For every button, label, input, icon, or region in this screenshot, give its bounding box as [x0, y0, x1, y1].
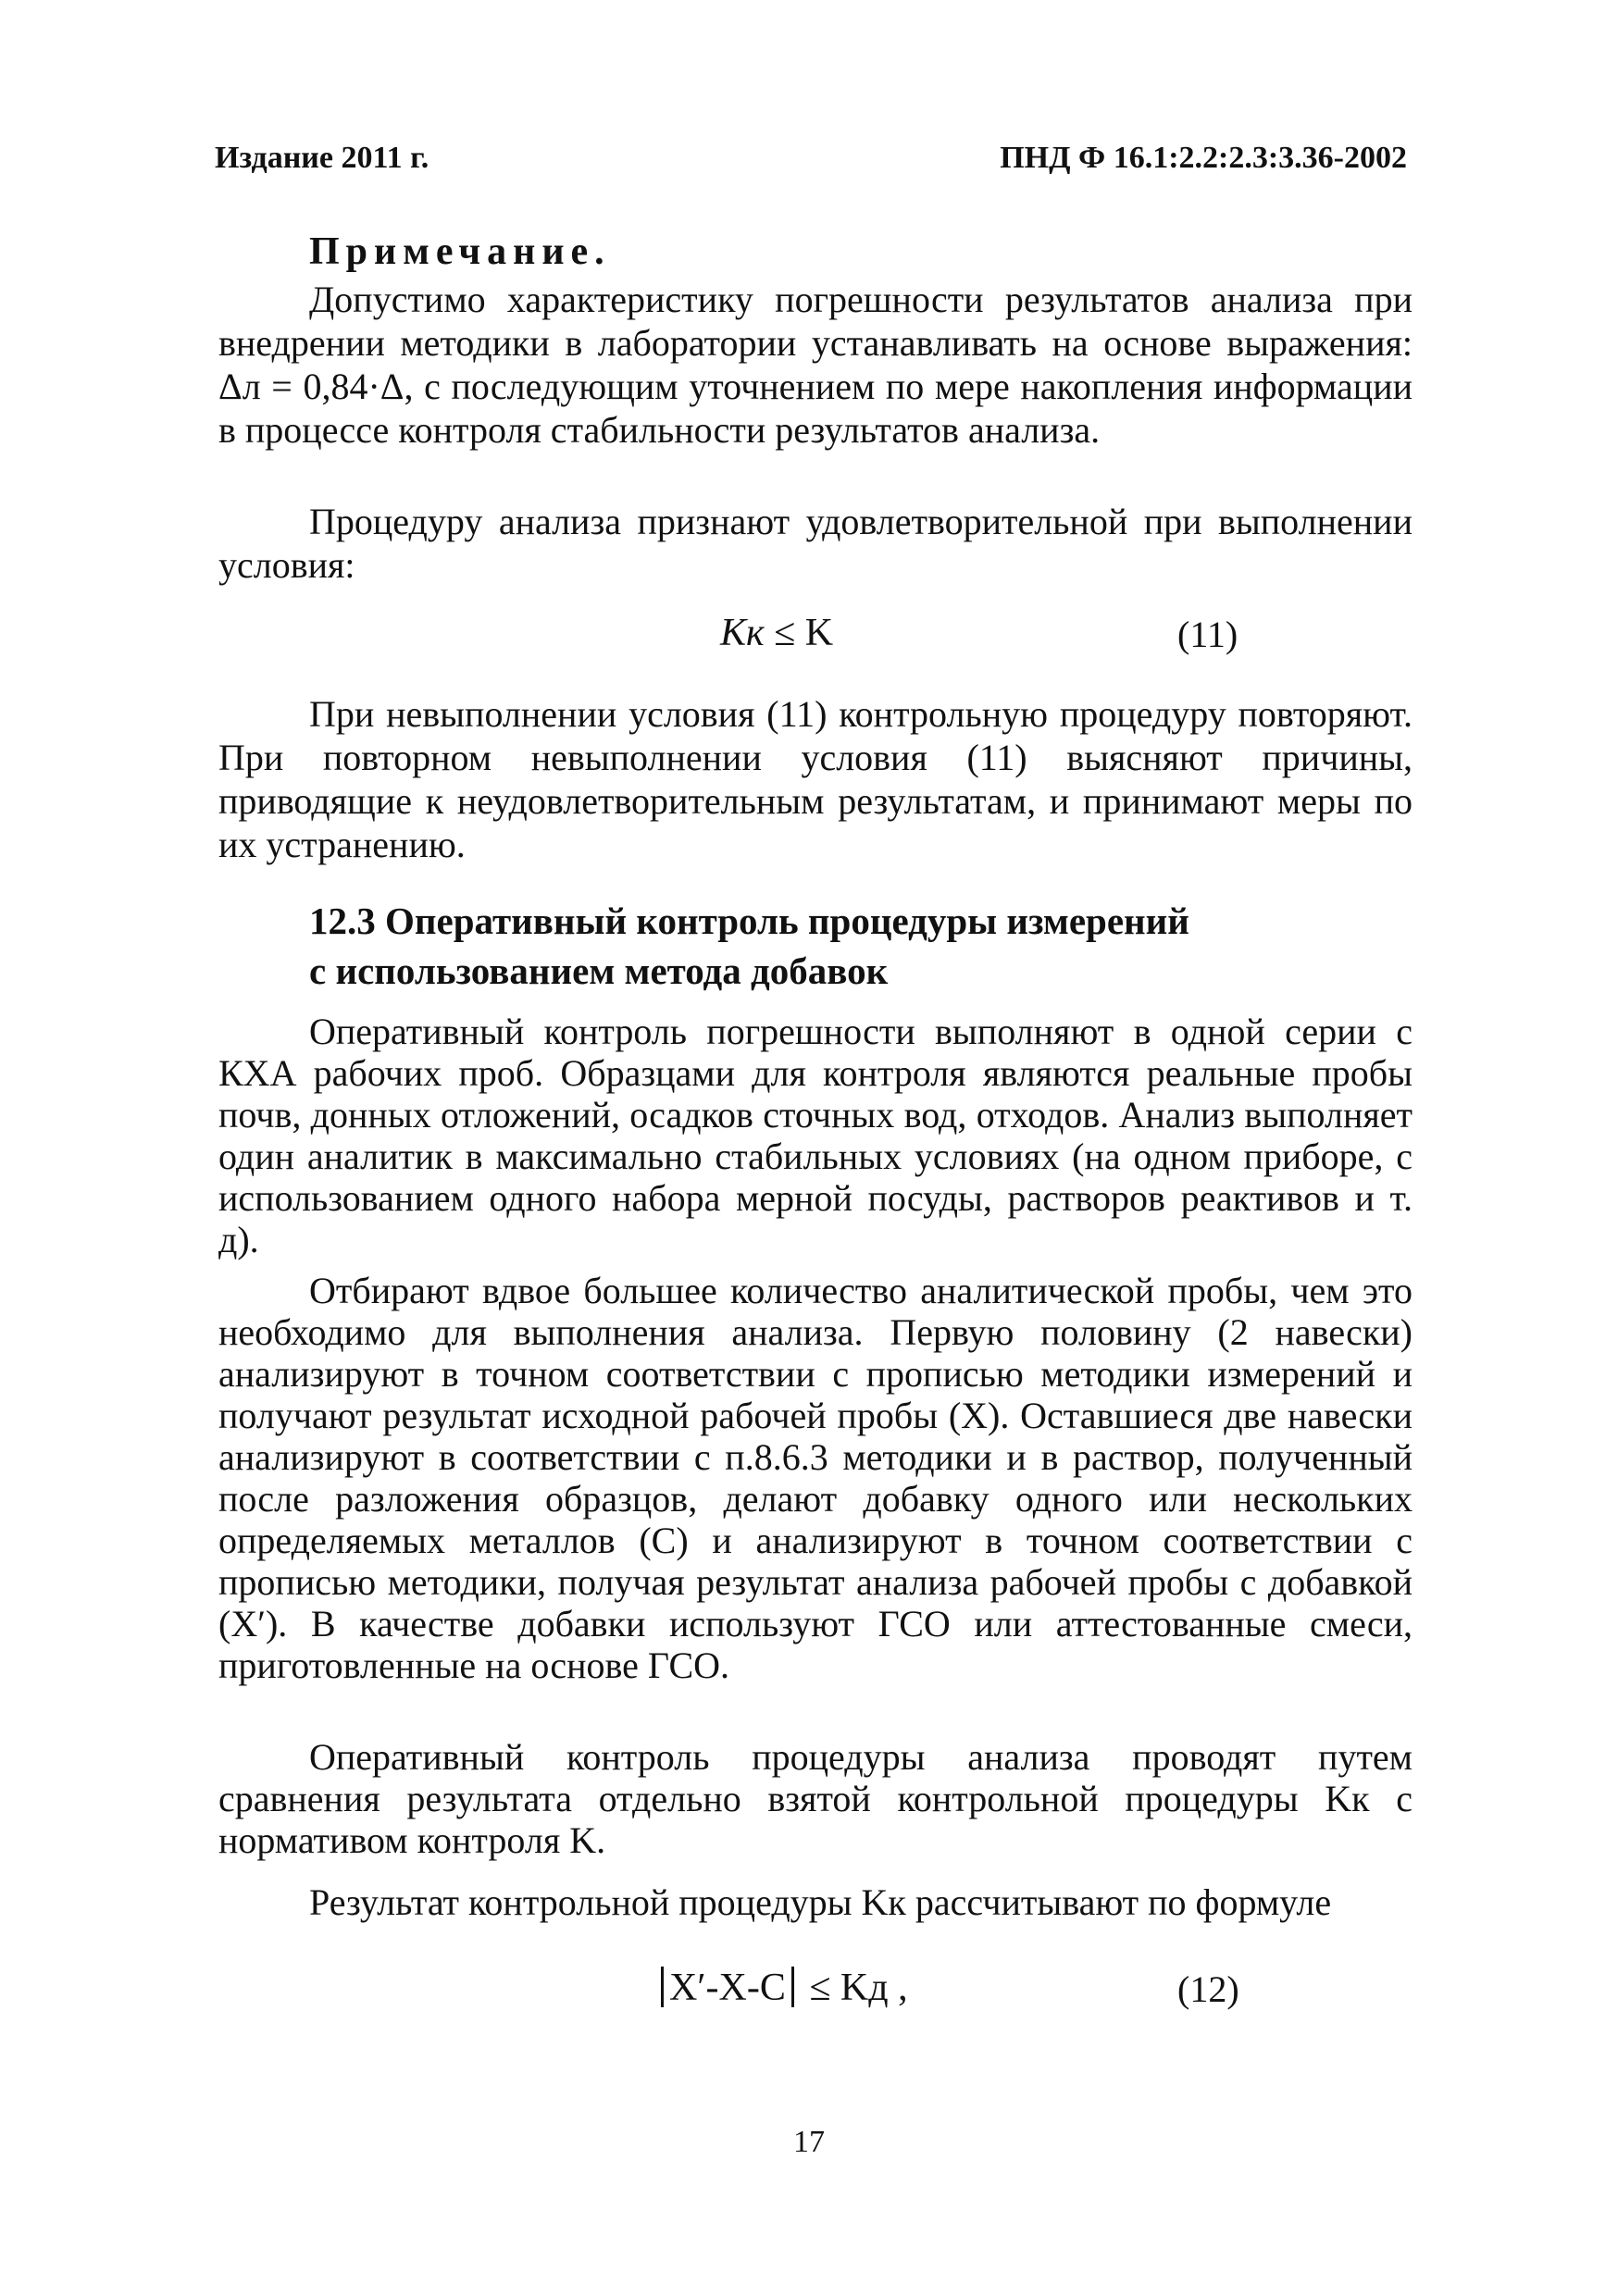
formula-11	[720, 611, 833, 655]
abs-bar-left	[661, 1967, 664, 2007]
section-heading-line-2: с использованием метода добавок	[309, 949, 889, 992]
formula-12	[655, 1966, 908, 2010]
condition-paragraph: Процедуру анализа признают удовлетворительной при выполнении условия:	[218, 501, 1413, 586]
equation-number-11: (11)	[1177, 614, 1238, 655]
result-paragraph: Результат контрольной процедуры Kк рассчитывают по формуле	[309, 1881, 1332, 1923]
formula-11-op: ≤ K	[774, 612, 834, 654]
sampling-paragraph: Отбирают вдвое большее количество аналитической пробы, чем это необходимо для выполнения анализа. Первую половину (2 навески) анализируют в точном соответствии с прописью методики измерений и получают результат исходной рабочей пробы (X). Оставшиеся две навески анализируют в соответствии с п.8.6.3 методики и в раствор, полученный после разложения образцов, делают добавку одного или нескольких определяемых металлов (С) и анализируют в точном соответствии с прописью методики, получая результат анализа рабочей пробы с добавкой (X′). В качестве добавки используют ГСО или аттестованные смеси, приготовленные на основе ГСО.	[218, 1270, 1413, 1686]
section-heading-line-1: 12.3 Оперативный контроль процедуры измерений	[309, 900, 1189, 942]
formula-12-rhs: ≤ Kд ,	[809, 1967, 908, 2009]
compare-paragraph: Оперативный контроль процедуры анализа проводят путем сравнения результата отдельно взятой контрольной процедуры Kк с нормативом контроля K.	[218, 1736, 1413, 1861]
equation-number-12: (12)	[1177, 1968, 1239, 2010]
note-title: Примечание.	[309, 230, 611, 273]
document-code: ПНД Ф 16.1:2.2:2.3:3.36-2002	[1000, 141, 1407, 175]
note-paragraph: Допустимо характеристику погрешности результатов анализа при внедрении методики в лаборатории устанавливать на основе выражения: Δл = 0,84·Δ, с последующим уточнением по мере накопления информации в процессе контроля стабильности результатов анализа.	[218, 279, 1413, 451]
section-heading	[309, 896, 1189, 996]
formula-12-expr: X′-X-C	[669, 1967, 786, 2009]
failure-paragraph: При невыполнении условия (11) контрольную процедуру повторяют. При повторном невыполнении условия (11) выясняют причины, приводящие к неудовлетворительным результатам, и принимают меры по их устранению.	[218, 693, 1413, 865]
edition-label: Издание 2011 г.	[215, 141, 429, 175]
abs-bar-right	[791, 1967, 794, 2007]
formula-11-lhs: Kк	[720, 612, 765, 654]
control-paragraph: Оперативный контроль погрешности выполняют в одной серии с КХА рабочих проб. Образцами для контроля являются реальные пробы почв, донных отложений, осадков сточных вод, отходов. Анализ выполняет один аналитик в максимально стабильных условиях (на одном приборе, с использованием одного набора мерной посуды, растворов реактивов и т. д).	[218, 1011, 1413, 1260]
page-number: 17	[793, 2125, 825, 2159]
